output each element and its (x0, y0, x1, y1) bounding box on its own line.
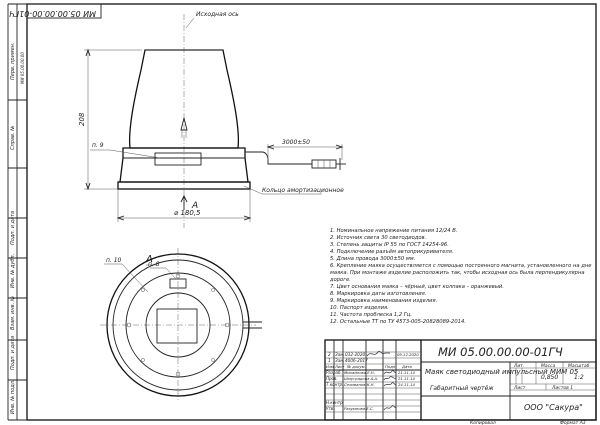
left-label-ref-no: Справ. № (10, 125, 16, 150)
beacon-side-view (78, 11, 346, 228)
ref-9: п. 9 (92, 142, 104, 149)
left-binding-strip (8, 4, 27, 420)
mass-label: Масса (541, 364, 556, 369)
mass-value: 0,850 (541, 374, 559, 381)
rev-row-2-date: 09.12.2020 (397, 352, 419, 357)
doc-type: Габаритный чертёж (430, 385, 494, 392)
lit-label: Лит. (514, 364, 525, 369)
title-block (325, 340, 596, 420)
note-8: 8. Маркировка даты изготовления. (330, 291, 427, 297)
scale-value: 1:2 (574, 374, 584, 381)
hdr-date: Дата (402, 364, 412, 369)
cable (245, 152, 312, 164)
role-razrab-name: Михайлова Е.Н. (344, 370, 375, 375)
height-dim: 208 (78, 112, 86, 126)
left-label-sign-date-1: Подп. и дата (10, 210, 16, 245)
rev-row-1-n: 1 (328, 358, 331, 363)
note-5: 5. Длина провода 3000±50 мм. (330, 256, 416, 262)
role-tkontr: Т.контр. (326, 382, 344, 387)
note-9: 9. Маркировка наименования изделия. (330, 298, 438, 304)
notes-block (329, 228, 591, 325)
sheets-label: Листов 1 (552, 386, 574, 391)
role-prov-name: Шмуградова А.А. (344, 376, 379, 381)
hdr-list: Лист (335, 364, 345, 369)
top-view-title: А (146, 254, 153, 265)
note-6: 6. Крепление маяка осуществляется с помощью постоянного магнита, установленного на дне (330, 263, 592, 269)
diameter-dim: ⌀ 180,5 (174, 209, 201, 217)
note-1: 1. Номинальное напряжение питания 12/24 В. (330, 228, 458, 234)
magnet-plate (157, 309, 197, 343)
scale-label: Масштаб (568, 364, 590, 369)
note-11: 11. Частота проблеска 1,2 Гц. (330, 312, 412, 318)
company: ООО "Сакура" (524, 403, 583, 412)
ring-label: Кольцо амортизационное (262, 187, 344, 194)
note-3: 3. Степень защиты IP 55 по ГОСТ 14254-96. (330, 242, 449, 248)
note-6-cont-2: дороге. (330, 277, 351, 283)
format-caption: Формат А3 (560, 421, 586, 425)
hdr-sign: Подп. (385, 364, 397, 369)
cigarette-plug (312, 158, 346, 170)
role-tkontr-date: 24.11.14 (398, 382, 415, 387)
axis-label: Исходная ось (196, 11, 239, 18)
sheet-label: Лист (514, 386, 526, 391)
left-label-dup-inv: Инв. № дубл. (10, 253, 16, 288)
note-4: 4. Подключение разъём автоприкуривателя. (330, 249, 454, 255)
hdr-doc: № докум. (347, 364, 366, 369)
left-label-first-use-sub: МИ 05.00.00.00 (20, 52, 25, 84)
hdr-izm: Изм. (326, 364, 335, 369)
left-label-orig-inv: Инв. № подл. (10, 379, 16, 414)
doc-code: МИ 05.00.00.00-01ГЧ (438, 345, 563, 359)
role-utv: Утв. (326, 406, 335, 411)
left-label-sign-date-2: Подп. и дата (10, 335, 16, 370)
ref-8: п. 8 (148, 261, 160, 268)
signature-prov (384, 377, 396, 380)
beacon-top-view (100, 248, 262, 402)
signature-razrab (384, 371, 396, 374)
role-prov-date: 21.11.14 (398, 376, 415, 381)
rev-row-1-doc: 4006-2017 (345, 358, 368, 363)
copied-caption: Копировал (470, 421, 496, 425)
role-prov: Пров. (326, 376, 338, 381)
rev-row-2-tag: Зам. (335, 352, 345, 357)
rev-row-1-tag: Зам. (335, 358, 345, 363)
left-label-repl-inv: Взам. инв. № (10, 296, 16, 330)
top-code: МИ 05.00.00.00-01ГЧ (9, 9, 96, 18)
left-label-first-use: Перв. примен. (10, 42, 16, 80)
cable-length-dim: 3000±50 (282, 139, 310, 146)
note-2: 2. Источник света 30 светодиодов. (330, 235, 427, 241)
note-12: 12. Остальные ТТ по ТУ 4573-005-20828089-2014. (330, 319, 466, 325)
note-10: 10. Паспорт изделия. (330, 305, 389, 311)
role-tkontr-name: Селиванов К.Н. (344, 382, 375, 387)
ref-10: п. 10 (106, 257, 122, 264)
rev-row-2-doc: 032-2020 (345, 352, 366, 357)
role-nkontr: Н.контр. (326, 400, 344, 405)
view-arrow-label: А (192, 201, 199, 211)
role-razrab-date: 21.11.14 (398, 370, 415, 375)
label-plate (155, 153, 201, 165)
note-6-cont-1: маяка. При монтаже изделие расположить так, чтобы исходная ось была перпендикулярна (330, 270, 585, 276)
rev-row-2-n: 2 (328, 352, 331, 357)
note-7: 7. Цвет основания маяка – чёрный, цвет колпака – оранжевый. (330, 284, 504, 290)
signature-tkontr (384, 383, 396, 386)
role-razrab: Разраб. (326, 370, 342, 375)
role-utv-name: Разумнова Е.С. (344, 406, 374, 411)
product-name-text: Маяк светодиодный импульсный МИМ 05 (425, 368, 579, 376)
